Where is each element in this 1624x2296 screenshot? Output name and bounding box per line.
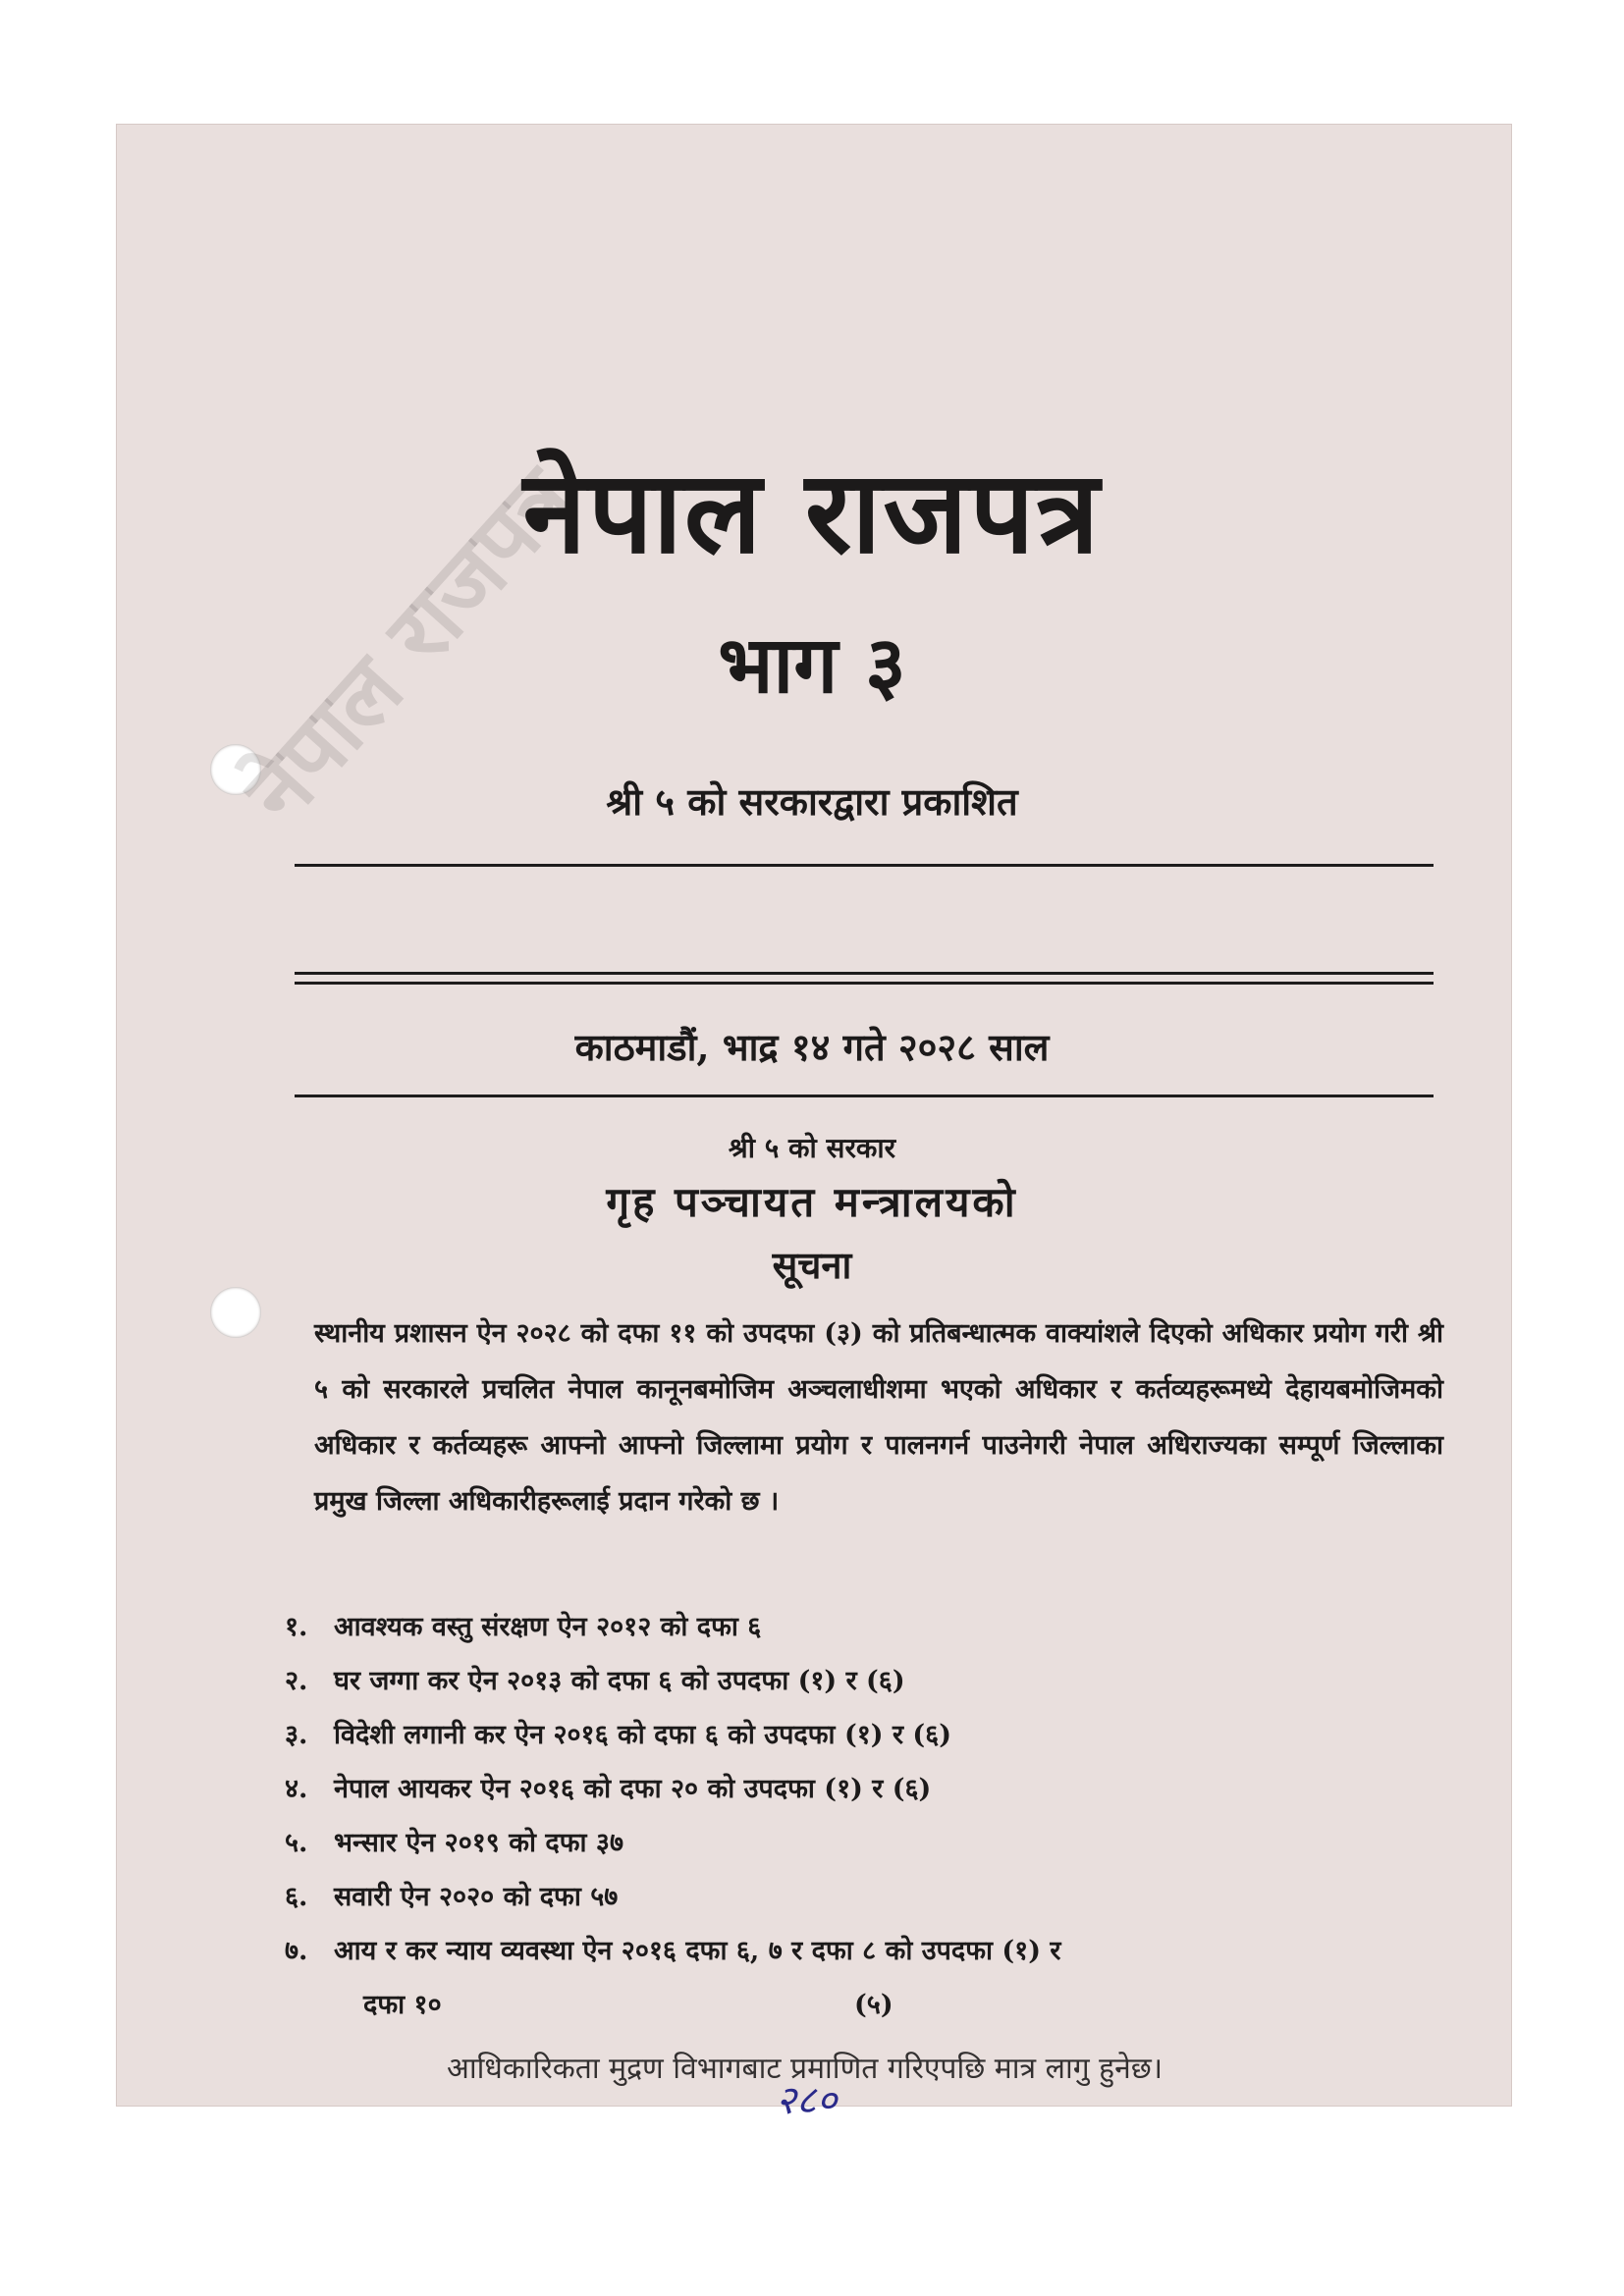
list-item [285, 1816, 1463, 1870]
list-item [285, 1924, 1463, 1978]
list-item-number: ६. [285, 1882, 308, 1912]
list-item [285, 1762, 1463, 1816]
list-item [285, 1708, 1463, 1762]
list-item-text: आवश्यक वस्तु संरक्षण ऐन २०१२ को दफा ६ [334, 1612, 762, 1642]
notice-heading: सूचना [772, 1243, 852, 1287]
dateline: काठमाडौं, भाद्र १४ गते २०२८ साल [574, 1025, 1050, 1069]
list-item-text: सवारी ऐन २०२० को दफा ५७ [334, 1882, 619, 1912]
list-item [285, 1870, 1463, 1924]
authentication-footer: आधिकारिकता मुद्रण विभागबाट प्रमाणित गरिएपछि मात्र लागु हुनेछ। [447, 2052, 1164, 2086]
list-item-number: २. [285, 1666, 308, 1696]
handwritten-number: २८० [776, 2078, 838, 2123]
rule-after-date [295, 1095, 1434, 1097]
list-item-number: ४. [285, 1774, 308, 1804]
page-number: (५) [854, 1990, 893, 2020]
list-item-text: भन्सार ऐन २०१९ को दफा ३७ [334, 1828, 623, 1858]
list-item-text: घर जग्गा कर ऐन २०१३ को दफा ६ को उपदफा (१) र (६) [334, 1666, 905, 1696]
rule-upper-double-2 [295, 982, 1434, 985]
list-item-number: १. [285, 1612, 308, 1642]
gazette-title: नेपाल राजपत्र [522, 446, 1102, 579]
rule-upper-double-1 [295, 972, 1434, 975]
list-item [285, 1600, 1463, 1654]
gazette-part: भाग ३ [718, 618, 906, 711]
notice-list [285, 1600, 1463, 2032]
notice-government: श्री ५ को सरकार [728, 1132, 896, 1164]
punch-hole-bottom [210, 1287, 261, 1338]
faded-stamp: नेपाल राजपत्र [224, 449, 594, 843]
list-item-text: विदेशी लगानी कर ऐन २०१६ को दफा ६ को उपदफा (१) र (६) [334, 1720, 951, 1750]
list-item-text: नेपाल आयकर ऐन २०१६ को दफा २० को उपदफा (१) र (६) [334, 1774, 932, 1804]
list-item-number: ५. [285, 1828, 308, 1858]
list-item-number: ३. [285, 1720, 308, 1750]
notice-body: स्थानीय प्रशासन ऐन २०२८ को दफा ११ को उपदफा (३) को प्रतिबन्धात्मक वाक्यांशले दिएको अधिकार प्रयोग गरी श्री ५ को सरकारले प्रचलित नेपाल कानूनबमोजिम अञ्चलाधीशमा भएको अधिकार र कर्तव्यहरूमध्ये देहायबमोजिमको अधिकार र कर्तव्यहरू आफ्नो आफ्नो जिल्लामा प्रयोग र पालनगर्न पाउनेगरी नेपाल अधिराज्यका सम्पूर्ण जिल्लाका प्रमुख जिल्ला अधिकारीहरूलाई प्रदान गरेको छ । [314, 1318, 1443, 1517]
list-item-text: आय र कर न्याय व्यवस्था ऐन २०१६ दफा ६, ७ र दफा ८ को उपदफा (१) र [334, 1936, 1061, 1966]
list-item-continuation [285, 1978, 1463, 2032]
list-item-number: ७. [285, 1936, 308, 1966]
notice-ministry: गृह पञ्चायत मन्त्रालयको [606, 1178, 1018, 1226]
publisher-line: श्री ५ को सरकारद्वारा प्रकाशित [606, 779, 1018, 824]
rule-top [295, 864, 1434, 867]
list-item [285, 1654, 1463, 1708]
list-item-text: दफा १० [363, 1990, 442, 2020]
